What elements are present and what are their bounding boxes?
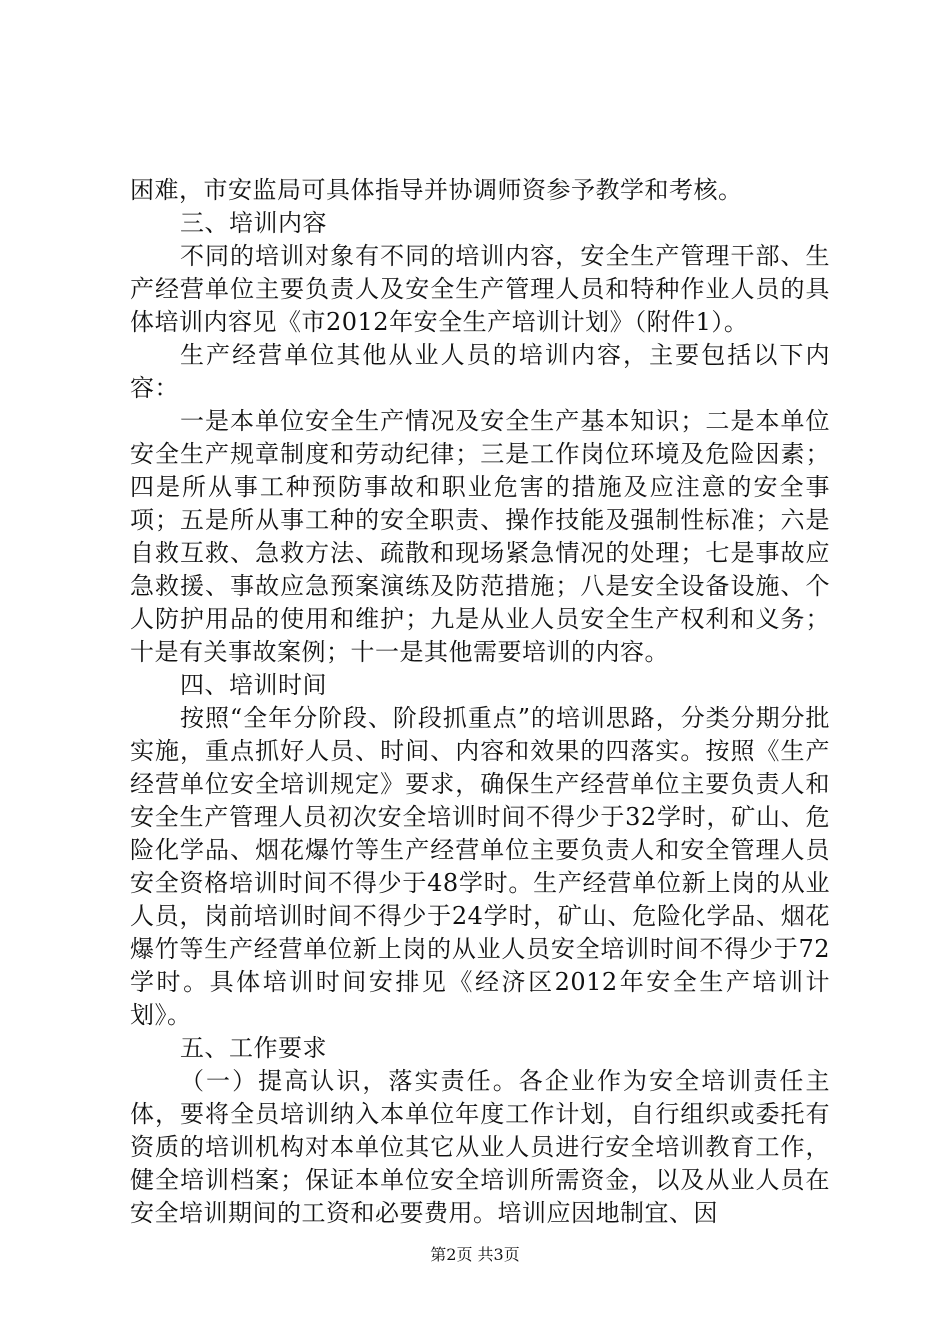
paragraph-continuation: 困难，市安监局可具体指导并协调师资参予教学和考核。: [130, 176, 743, 204]
document-body: [130, 174, 830, 1230]
paragraph-training-targets: 不同的培训对象有不同的培训内容，安全生产管理干部、生产经营单位主要负责人及安全生产管理人员和特种作业人员的具体培训内容见《市2012年安全生产培训计划》（附件1）。: [130, 242, 830, 336]
section-heading-training-time: 四、培训时间: [180, 671, 327, 699]
paragraph-responsibility: （一）提高认识，落实责任。各企业作为安全培训责任主体，要将全员培训纳入本单位年度工作计划，自行组织或委托有资质的培训机构对本单位其它从业人员进行安全培训教育工作，健全培训档案；保证本单位安全培训所需资金，以及从业人员在安全培训期间的工资和必要费用。培训应因地制宜、因: [130, 1067, 830, 1227]
page-footer: 第2页 共3页: [430, 1245, 520, 1264]
paragraph-other-staff-content: 生产经营单位其他从业人员的培训内容，主要包括以下内容：: [130, 341, 830, 402]
paragraph-content-list: 一是本单位安全生产情况及安全生产基本知识；二是本单位安全生产规章制度和劳动纪律；三是工作岗位环境及危险因素；四是所从事工种预防事故和职业危害的措施及应注意的安全事项；五是所从事工种的安全职责、操作技能及强制性标准；六是自救互救、急救方法、疏散和现场紧急情况的处理；七是事故应急救援、事故应急预案演练及防范措施；八是安全设备设施、个人防护用品的使用和维护；九是从业人员安全生产权利和义务；十是有关事故案例；十一是其他需要培训的内容。: [130, 407, 830, 666]
paragraph-training-hours: 按照“全年分阶段、阶段抓重点”的培训思路，分类分期分批实施，重点抓好人员、时间、内容和效果的四落实。按照《生产经营单位安全培训规定》要求，确保生产经营单位主要负责人和安全生产管理人员初次安全培训时间不得少于32学时，矿山、危险化学品、烟花爆竹等生产经营单位主要负责人和安全管理人员安全资格培训时间不得少于48学时。生产经营单位新上岗的从业人员，岗前培训时间不得少于24学时，矿山、危险化学品、烟花爆竹等生产经营单位新上岗的从业人员安全培训时间不得少于72学时。具体培训时间安排见《经济区2012年安全生产培训计划》。: [130, 704, 830, 1029]
section-heading-training-content: 三、培训内容: [180, 209, 327, 237]
section-heading-work-requirements: 五、工作要求: [180, 1034, 327, 1062]
